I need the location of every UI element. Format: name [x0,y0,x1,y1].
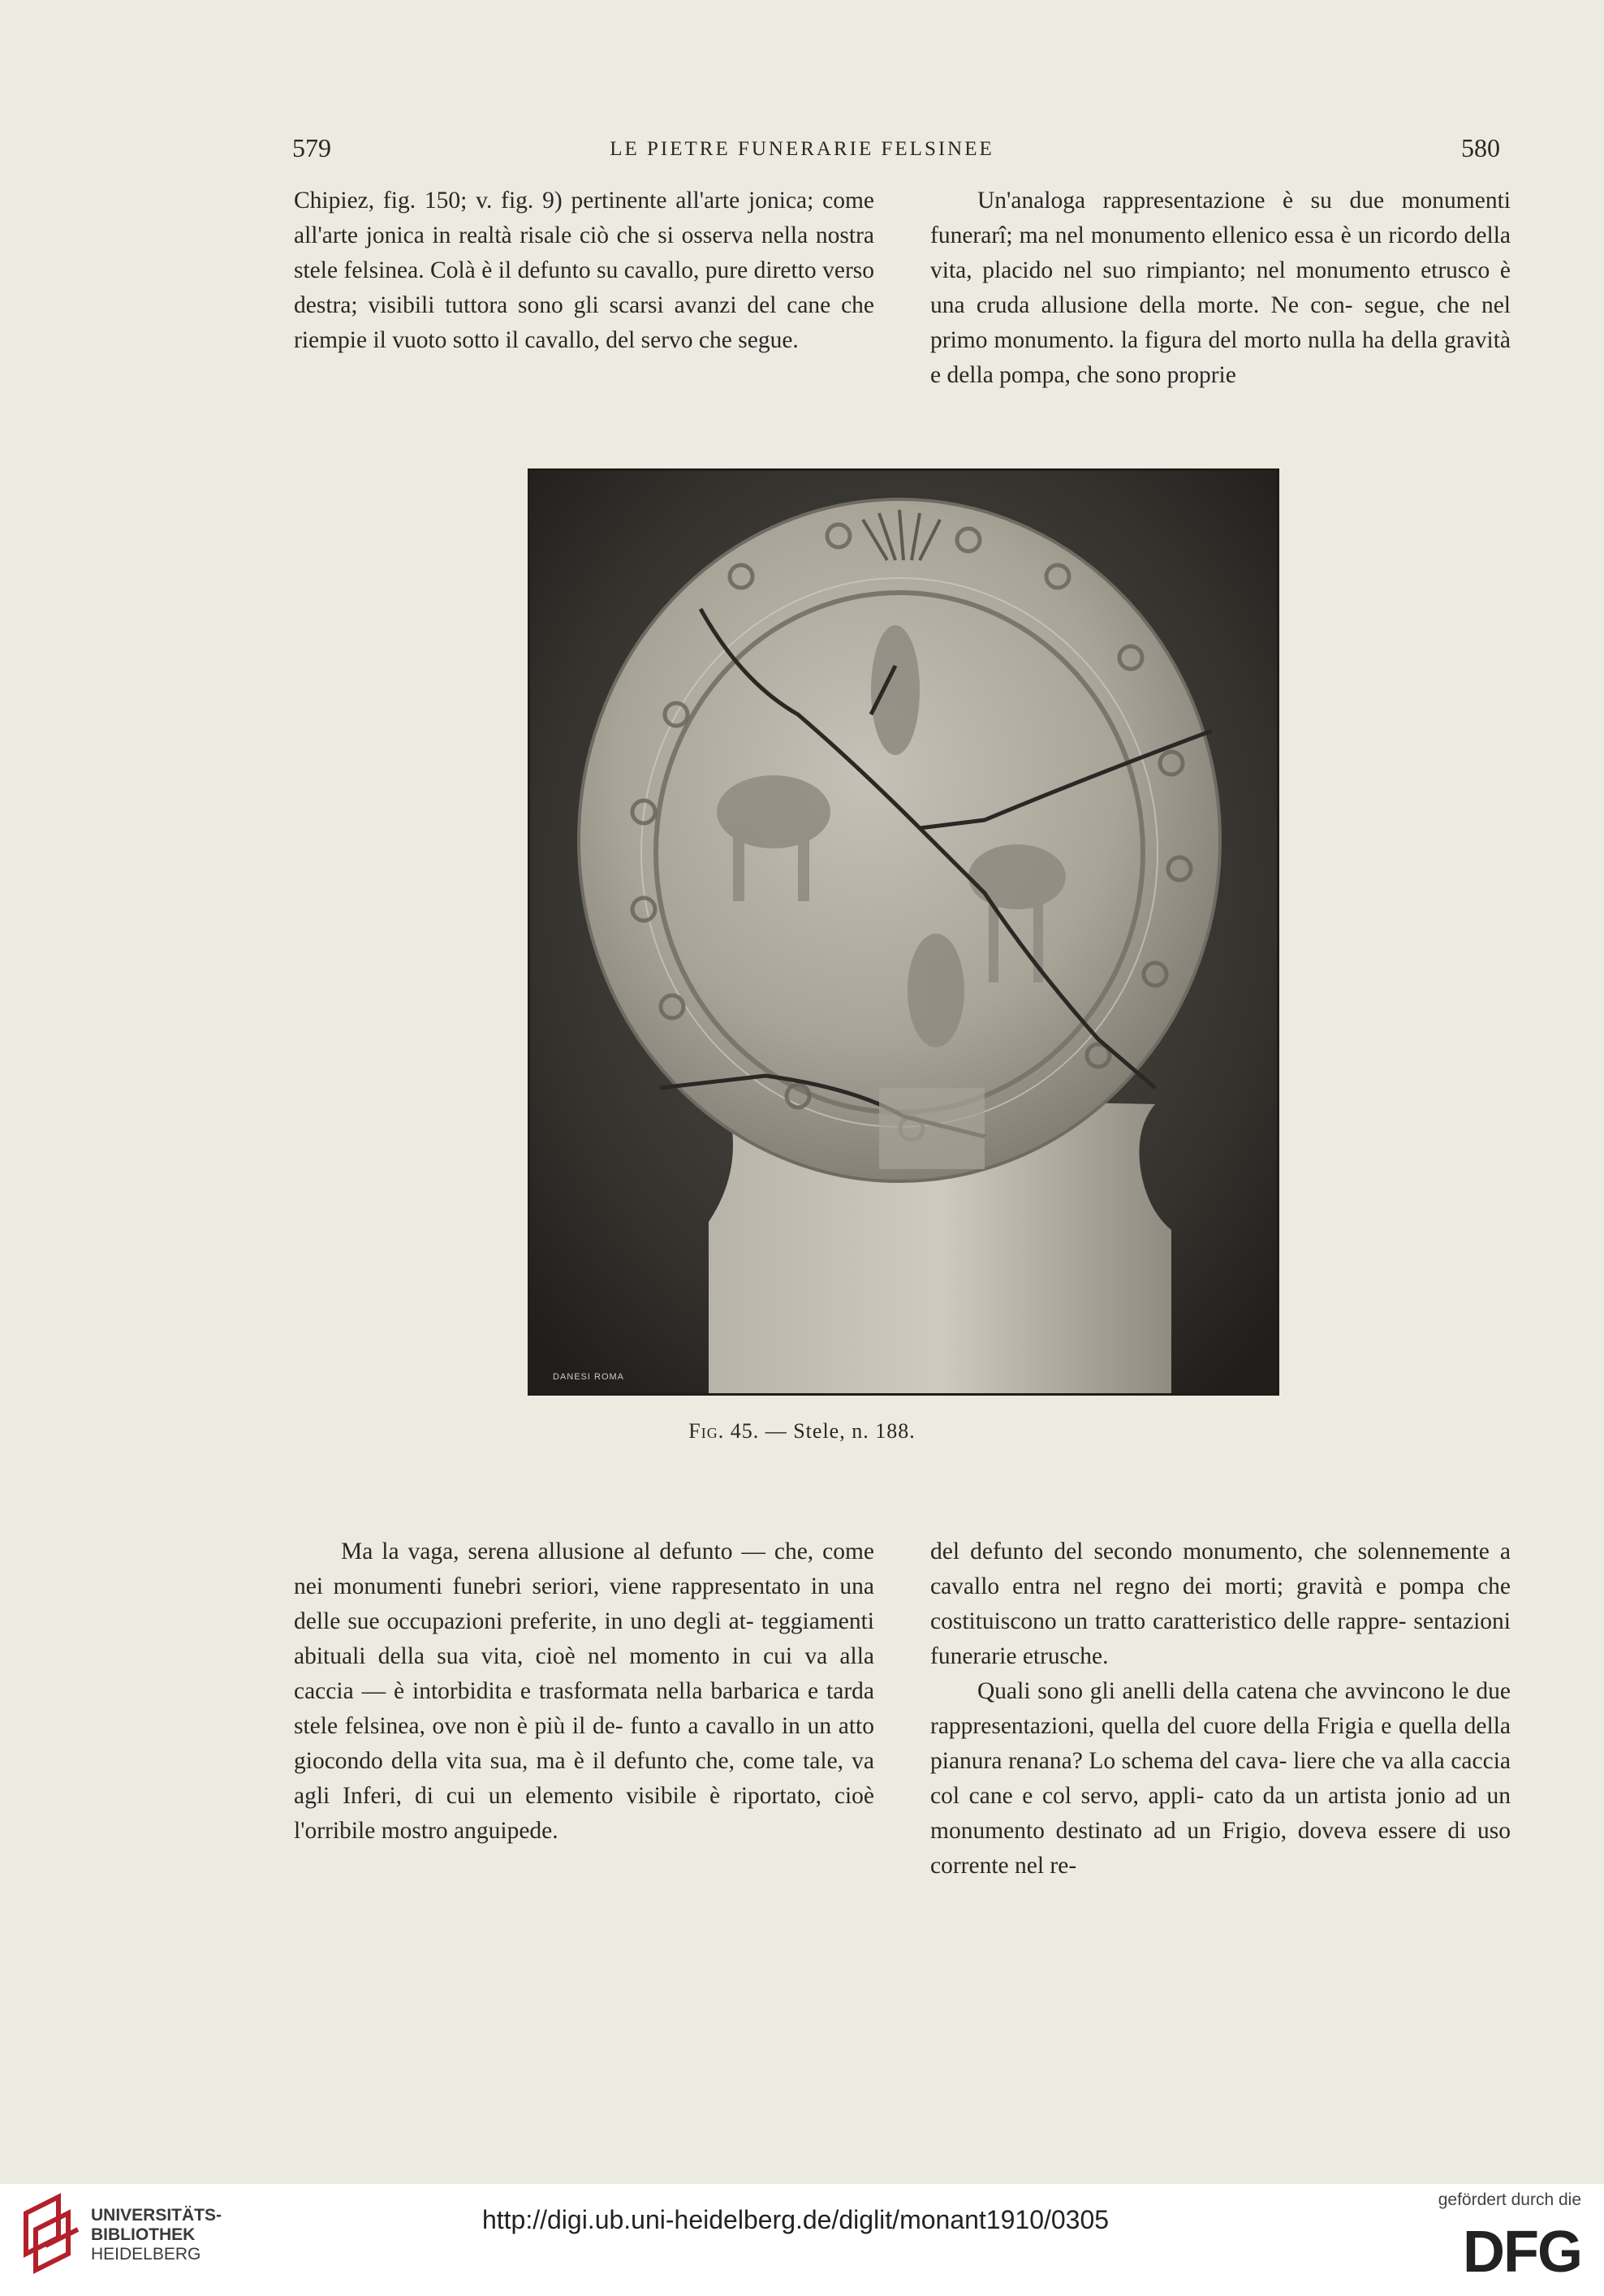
dfg-logo: DFG [1463,2220,1581,2285]
text-line: nulla ha della gravità e della pompa, che sono proprie [930,327,1511,388]
bottom-right-column [930,1534,1511,1884]
text-line: a cavallo entra nel regno dei morti; gravità e pompa [930,1539,1511,1599]
text-line: anguipede. [454,1818,558,1844]
running-title: LE PIETRE FUNERARIE FELSINEE [610,138,994,160]
text-line: Quali sono gli anelli della catena che avvincono [977,1678,1445,1704]
text-line: nella nostra stele felsinea. Colà è il defunto su cavallo, [294,222,874,283]
text-line: della vita, placido nel suo rimpianto; nel monumento [930,222,1511,283]
text-line: in cui va alla caccia — è intorbidita e trasformata nella [294,1643,875,1704]
bottom-left-column [294,1534,874,1849]
text-line: teggiamenti abituali della sua vita, cioè nel momento [294,1608,874,1669]
photo-credit: DANESI ROMA [553,1372,625,1382]
top-left-column [294,183,874,358]
text-line: funerarî; ma nel monumento ellenico essa è un ricordo [930,222,1458,248]
text-line: un elemento visibile è riportato, cioè l'orribile mostro [294,1783,875,1844]
text-line: Ma la vaga, serena allusione al defunto — che, [341,1539,814,1564]
university-library-logo-icon [18,2189,83,2286]
text-line: avanzi del cane che riempie il vuoto sotto il cavallo, [294,292,875,353]
text-line: liere che va alla caccia col cane e col servo, appli- [930,1748,1511,1809]
library-line: HEIDELBERG [91,2245,201,2264]
footer-bar [0,2184,1604,2296]
text-line: ma è il defunto che, come tale, va agli Inferi, di cui [294,1748,875,1809]
text-line: ad un Frigio, doveva essere di uso corrente nel re- [930,1818,1511,1879]
stele-photograph [528,468,1279,1396]
text-line: come nei monumenti funebri seriori, viene rappresentato [294,1539,875,1599]
library-line: BIBLIOTHEK [91,2225,196,2244]
funding-label: gefördert durch die [1438,2190,1581,2209]
caption-prefix: Fig. 45. [688,1419,760,1443]
document-url-link[interactable]: http://digi.ub.uni-heidelberg.de/diglit/monant1910/0305 [481,2205,1110,2234]
text-line: che costituiscono un tratto caratteristico delle rappre- [930,1573,1511,1634]
text-line: come all'arte jonica in realtà risale ciò che si osserva [294,188,875,248]
top-right-column [930,183,1511,393]
caption-text: — Stele, n. 188. [759,1419,916,1443]
figure-caption [0,1419,1604,1444]
text-line: sentazioni funerarie etrusche. [930,1608,1511,1669]
page-number-right: 580 [1461,133,1500,162]
text-line: in una delle sue occupazioni preferite, in uno degli at- [294,1573,875,1634]
text-line: e quella della pianura renana? Lo schema del cava- [930,1713,1511,1774]
text-line: etrusco è una cruda allusione della morte. Ne con- [930,257,1511,318]
text-line: Un'analoga rappresentazione è su due monumenti [977,188,1511,214]
library-line: UNIVERSITÄTS- [91,2206,222,2225]
page-number-left: 579 [292,133,331,162]
text-line: del defunto del secondo monumento, che solennemente [930,1539,1490,1564]
text-line: segue, che nel primo monumento. la figura del morto [930,292,1511,353]
university-library-name [91,2206,222,2264]
text-line: funto a cavallo in un atto giocondo della vita sua, [294,1713,875,1774]
text-line: pure diretto verso destra; visibili tuttora sono gli scarsi [294,257,874,318]
text-line: barbarica e tarda stele felsinea, ove non è più il de- [294,1678,875,1739]
text-line: le due rappresentazioni, quella del cuore della Frigia [930,1678,1511,1739]
text-line: Chipiez, fig. 150; v. fig. 9) pertinente all'arte jonica; [294,188,814,214]
stele-image [530,471,1277,1393]
text-line: cato da un artista jonio ad un monumento destinato [930,1783,1511,1844]
text-line: del servo che segue. [606,327,799,353]
